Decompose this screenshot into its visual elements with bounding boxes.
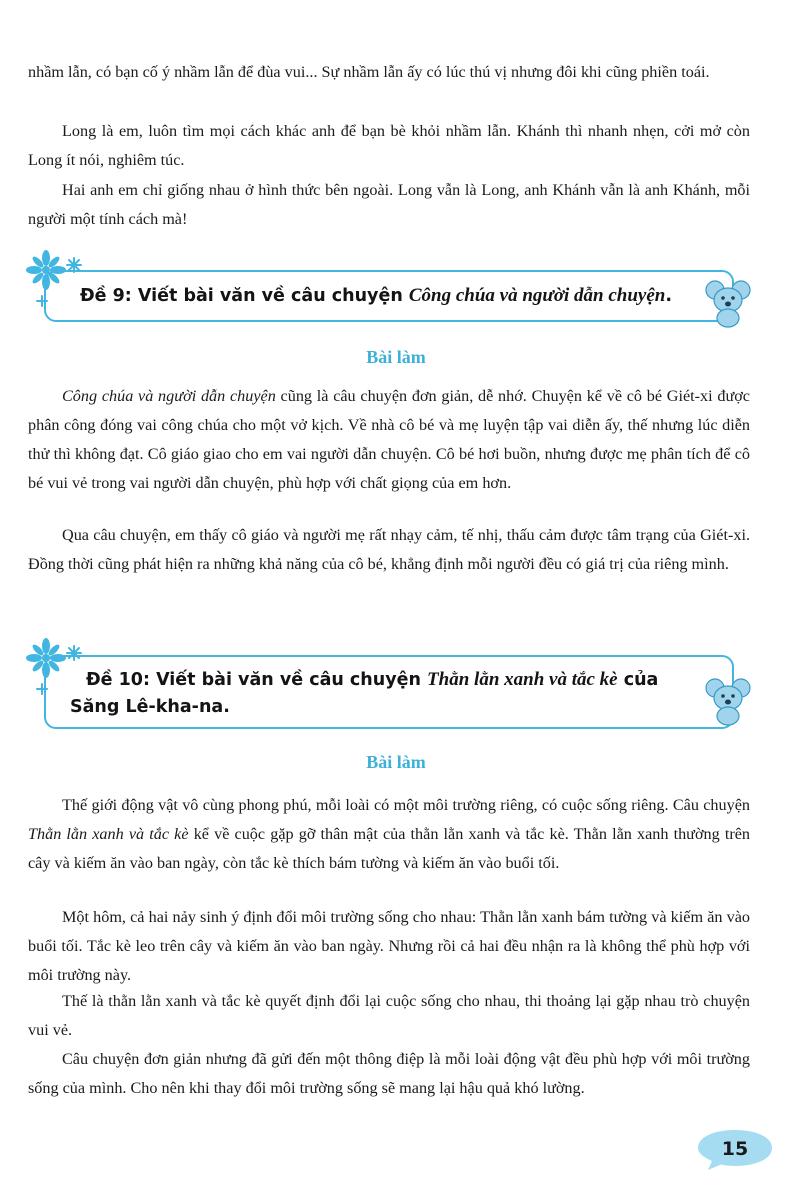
flower-decoration-icon — [22, 632, 92, 702]
koala-icon — [704, 676, 752, 726]
de9-bailam-title: Bài làm — [366, 347, 426, 367]
de10-heading-line-2: Săng Lê-kha-na. — [70, 697, 230, 717]
de9-paragraph-2: Qua câu chuyện, em thấy cô giáo và người mẹ rất nhạy cảm, tế nhị, thấu cảm được tâm trạng của Giét-xi. Đồng thời cũng phát hiện ra những khả năng của cô bé, khẳng định mỗi người đều có giá trị của riêng mình. — [28, 526, 750, 573]
de10-heading-box — [44, 655, 734, 729]
de10-bailam-title: Bài làm — [366, 752, 426, 772]
intro-paragraph-1: nhầm lẫn, có bạn cố ý nhầm lẫn để đùa vui... Sự nhầm lẫn ấy có lúc thú vị nhưng đôi khi cũng phiền toái. — [28, 63, 710, 81]
intro-paragraph-2: Long là em, luôn tìm mọi cách khác anh để bạn bè khỏi nhầm lẫn. Khánh thì nhanh nhẹn, cởi mở còn Long ít nói, nghiêm túc. — [28, 122, 750, 169]
de9-paragraph-1: Công chúa và người dẫn chuyện cũng là câu chuyện đơn giản, dễ nhớ. Chuyện kể về cô bé Giét-xi được phân công đóng vai công chúa cho một vở kịch. Về nhà cô bé và mẹ luyện tập vai diễn ấy, thế nhưng lúc diễn thử thì không đạt. Cô giáo giao cho em vai người dẫn chuyện. Cô bé hơi buồn, nhưng được mẹ phân tích để cô bé vui vẻ trong vai người dẫn chuyện, phù hợp với chất giọng của em hơn. — [28, 387, 750, 492]
de9-heading: Đề 9: Viết bài văn về câu chuyện Công chúa và người dẫn chuyện. — [80, 285, 673, 306]
intro-paragraph-3: Hai anh em chỉ giống nhau ở hình thức bên ngoài. Long vẫn là Long, anh Khánh vẫn là anh Khánh, mỗi người một tính cách mà! — [28, 181, 750, 228]
page-number-badge — [694, 1126, 776, 1172]
page-number: 15 — [721, 1138, 749, 1160]
de10-heading-line-1: Đề 10: Viết bài văn về câu chuyện Thằn lằn xanh và tắc kè của — [86, 669, 659, 690]
de10-paragraph-1: Thế giới động vật vô cùng phong phú, mỗi loài có một môi trường riêng, có cuộc sống riêng. Câu chuyện Thằn lằn xanh và tắc kè kể về cuộc gặp gỡ thân mật của thằn lằn xanh và tắc kè. Thằn lằn xanh thường trên cây và kiếm ăn vào ban ngày, còn tắc kè thích bám tường và kiếm ăn vào buổi tối. — [28, 796, 751, 872]
de10-paragraph-3: Thế là thằn lằn xanh và tắc kè quyết định đổi lại cuộc sống cho nhau, thi thoảng lại gặp nhau trò chuyện vui vẻ. — [28, 992, 750, 1039]
de10-paragraph-2: Một hôm, cả hai nảy sinh ý định đổi môi trường sống cho nhau: Thằn lằn xanh bám tường và kiếm ăn vào buổi tối. Tắc kè leo trên cây và kiếm ăn vào ban ngày. Nhưng rồi cả hai đều nhận ra là không thể phù hợp với môi trường này. — [28, 908, 750, 984]
de10-paragraph-4: Câu chuyện đơn giản nhưng đã gửi đến một thông điệp là mỗi loài động vật đều phù hợp với môi trường sống của mình. Cho nên khi thay đổi môi trường sống sẽ mang lại hậu quả khó lường. — [28, 1050, 750, 1097]
koala-icon — [704, 278, 752, 328]
